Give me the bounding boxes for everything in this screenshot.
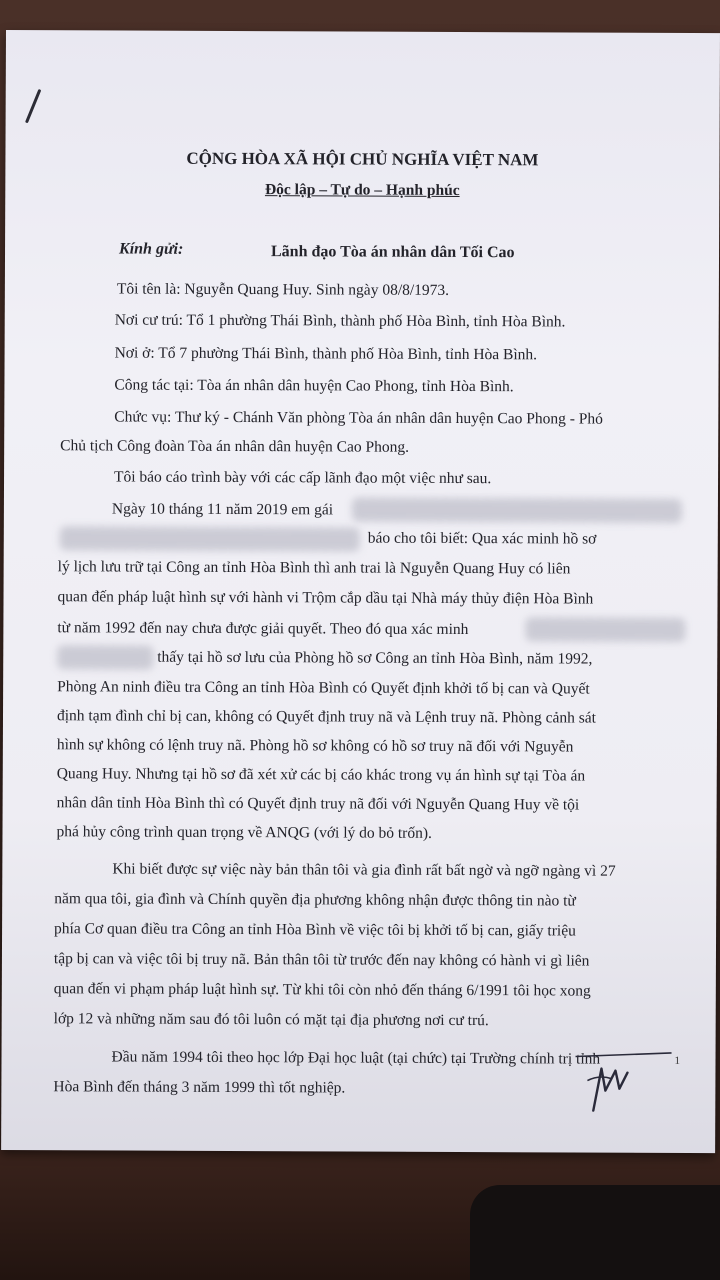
text-line: lý lịch lưu trữ tại Công an tỉnh Hòa Bình thì anh trai là Nguyễn Quang Huy có liên [57, 558, 571, 578]
text-line: nhân dân tỉnh Hòa Bình thì có Quyết định truy nã đối với Nguyễn Quang Huy về tội [56, 794, 580, 814]
text-line: Công tác tại: Tòa án nhân dân huyện Cao Phong, tỉnh Hòa Bình. [114, 376, 514, 396]
text-line: Ngày 10 tháng 11 năm 2019 em gái [111, 500, 334, 519]
text-line: định tạm đình chỉ bị can, không có Quyết định truy nã và Lệnh truy nã. Phòng cảnh sát [56, 707, 596, 727]
text-line: báo cho tôi biết: Qua xác minh hồ sơ [367, 529, 597, 548]
text-line: Chức vụ: Thư ký - Chánh Văn phòng Tòa án nhân dân huyện Cao Phong - Phó [114, 408, 604, 428]
text-line: Đầu năm 1994 tôi theo học lớp Đại học luật (tại chức) tại Trường chính trị tỉnh [111, 1048, 601, 1068]
text-line: phá hủy công trình quan trọng về ANQG (với lý do bỏ trốn). [56, 823, 432, 842]
page-number: 1 [674, 1054, 681, 1067]
redacted-region [57, 645, 153, 669]
addressee-recipient: Lãnh đạo Tòa án nhân dân Tối Cao [270, 243, 515, 262]
national-motto: Độc lập – Tự do – Hạnh phúc [264, 181, 460, 199]
text-line: phía Cơ quan điều tra Công an tỉnh Hòa Bình về việc tôi bị khởi tố bị can, giấy triệu [54, 920, 576, 940]
text-line: Nơi ở: Tổ 7 phường Thái Bình, thành phố Hòa Bình, tỉnh Hòa Bình. [114, 344, 538, 364]
text-line: thấy tại hồ sơ lưu của Phòng hồ sơ Công an tỉnh Hòa Bình, năm 1992, [157, 648, 593, 668]
national-title: CỘNG HÒA XÃ HỘI CHỦ NGHĨA VIỆT NAM [186, 148, 539, 170]
text-line: Phòng An ninh điều tra Công an tỉnh Hòa Bình có Quyết định khởi tố bị can và Quyết [57, 678, 590, 698]
document-body [1, 30, 720, 1153]
text-line: quan đến vi phạm pháp luật hình sự. Từ khi tôi còn nhỏ đến tháng 6/1991 tôi học xong [53, 980, 591, 1000]
text-line: năm qua tôi, gia đình và Chính quyền địa phương không nhận được thông tin nào từ [54, 890, 576, 910]
text-line: Tôi báo cáo trình bày với các cấp lãnh đạo một việc như sau. [114, 468, 492, 488]
text-line: Chủ tịch Công đoàn Tòa án nhân dân huyện Cao Phong. [60, 437, 410, 456]
redacted-region [525, 617, 685, 642]
text-line: lớp 12 và những năm sau đó tôi luôn có mặt tại địa phương nơi cư trú. [53, 1010, 489, 1030]
text-line: Nơi cư trú: Tổ 1 phường Thái Bình, thành phố Hòa Bình, tỉnh Hòa Bình. [114, 311, 566, 331]
redacted-region [352, 498, 682, 523]
document-page [1, 30, 720, 1153]
chair-shadow [470, 1185, 720, 1280]
text-line: từ năm 1992 đến nay chưa được giải quyết. Theo đó qua xác minh [57, 619, 469, 639]
redacted-region [60, 526, 360, 551]
text-line: hình sự không có lệnh truy nã. Phòng hồ sơ không có hồ sơ truy nã đối với Nguyễn [56, 736, 574, 756]
text-line: quan đến pháp luật hình sự với hành vi Trộm cắp dầu tại Nhà máy thủy điện Hòa Bình [57, 588, 594, 608]
addressee-label: Kính gửi: [119, 240, 184, 258]
text-line: Hòa Bình đến tháng 3 năm 1999 thì tốt nghiệp. [53, 1078, 346, 1097]
text-line: Khi biết được sự việc này bản thân tôi và gia đình rất bất ngờ và ngỡ ngàng vì 27 [112, 860, 616, 880]
text-line: tập bị can và việc tôi bị truy nã. Bản thân tôi từ trước đến nay không có hành vi gì liên [53, 950, 590, 970]
signature-icon [571, 1050, 681, 1120]
text-line: Tôi tên là: Nguyễn Quang Huy. Sinh ngày 08/8/1973. [116, 280, 450, 299]
text-line: Quang Huy. Nhưng tại hồ sơ đã xét xử các bị cáo khác trong vụ án hình sự tại Tòa án [56, 765, 586, 785]
